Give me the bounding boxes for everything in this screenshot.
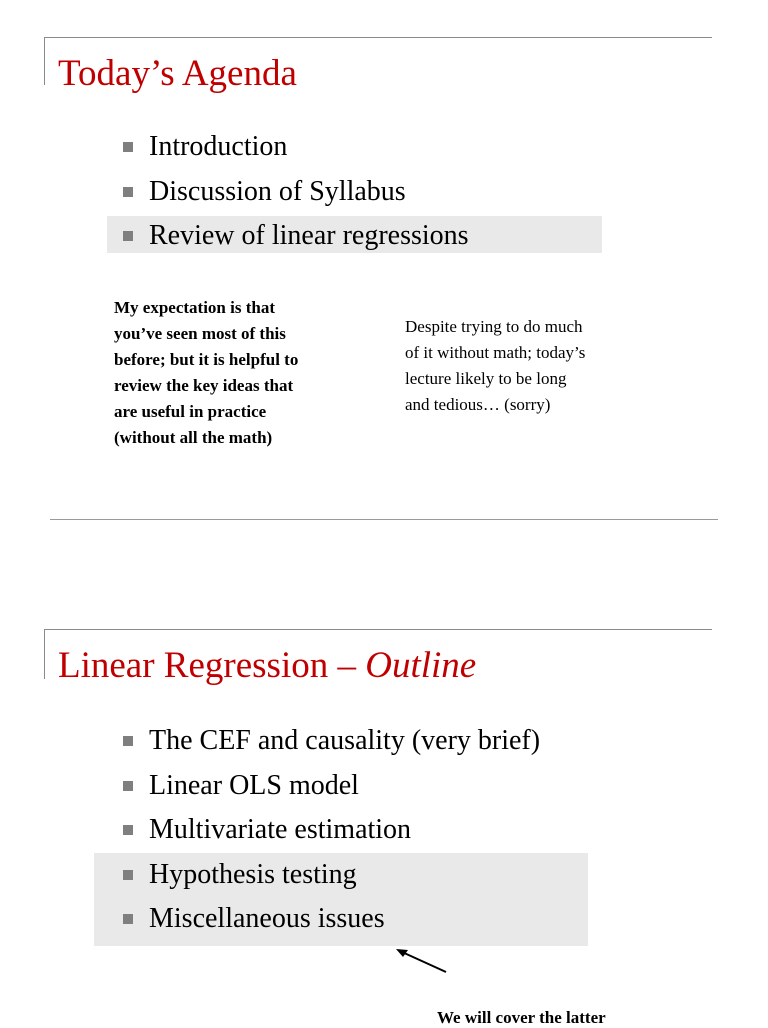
list-item-label: Linear OLS model [149,769,359,801]
outline-list [120,719,540,942]
list-item-label: The CEF and causality (very brief) [149,725,541,757]
note-line: of it without math; today’s [405,343,586,362]
square-bullet-icon [123,736,133,746]
list-item-label: Review of linear regressions [149,220,469,252]
square-bullet-icon [123,142,133,152]
note-line: you’ve seen most of this [114,324,286,343]
apology-note [405,314,655,418]
slide-title [58,52,297,96]
note-line: are useful in practice [114,402,267,421]
note-line: review the key ideas that [114,376,294,395]
slide-divider [50,519,718,520]
square-bullet-icon [123,231,133,241]
square-bullet-icon [123,914,133,924]
slide-left-rule [44,629,45,679]
list-item [120,214,469,259]
note-line: before; but it is helpful to [114,350,299,369]
list-item-label: Hypothesis testing [149,858,357,890]
list-item-label: Multivariate estimation [149,814,412,846]
square-bullet-icon [123,870,133,880]
list-item-label: Discussion of Syllabus [149,175,406,207]
list-item [120,808,540,853]
slide-left-rule [44,37,45,85]
slide-top-rule [44,629,712,630]
slide-title [58,644,476,688]
square-bullet-icon [123,825,133,835]
slide-title-italic: Outline [365,645,477,686]
note-line: lecture likely to be long [405,369,567,388]
note-line: (without all the math) [114,428,273,447]
coverage-note [437,1008,606,1028]
list-item [120,125,469,170]
note-line: Despite trying to do much [405,317,583,336]
note-line: and tedious… (sorry) [405,395,551,414]
note-line: My expectation is that [114,298,276,317]
list-item [120,853,540,898]
list-item [120,897,540,942]
slide-title-text: Today’s Agenda [58,53,297,94]
square-bullet-icon [123,781,133,791]
list-item [120,719,540,764]
list-item [120,764,540,809]
slide-top-rule [44,37,712,38]
arrow-icon [392,946,452,976]
square-bullet-icon [123,187,133,197]
list-item [120,170,469,215]
expectation-note [114,295,374,451]
coverage-note-text: We will cover the latter [437,1008,606,1027]
list-item-label: Introduction [149,131,288,163]
list-item-label: Miscellaneous issues [149,903,385,935]
slide-title-main: Linear Regression – [58,645,366,686]
agenda-list [120,125,469,259]
